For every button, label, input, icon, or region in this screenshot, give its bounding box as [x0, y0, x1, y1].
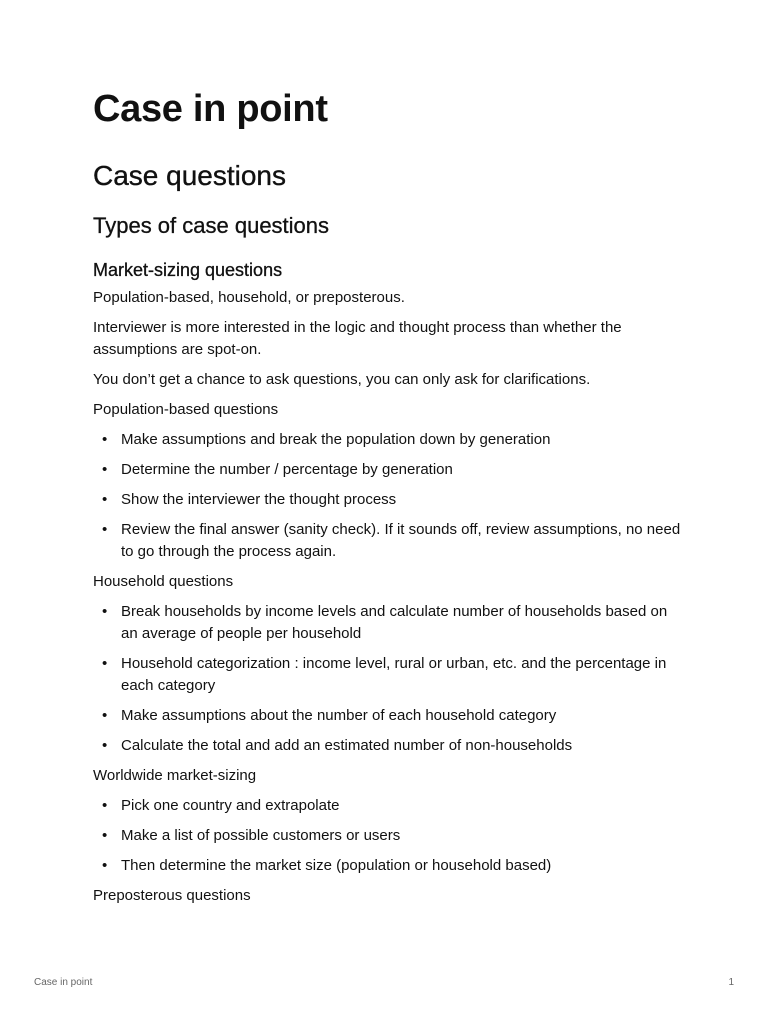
bullet-icon: • — [102, 603, 108, 620]
worldwide-market-sizing-label: Worldwide market-sizing — [93, 767, 257, 784]
list-item-text: Break households by income levels and calculate number of households based on an average of people per household — [121, 603, 668, 642]
list-item — [93, 855, 683, 877]
list-item — [93, 489, 683, 511]
household-questions-label: Household questions — [93, 573, 234, 590]
bullet-icon: • — [102, 461, 108, 478]
intro-paragraph: Interviewer is more interested in the logic and thought process than whether the assumptions are spot-on. — [93, 319, 622, 358]
list-item — [93, 519, 683, 563]
topic-heading: Market-sizing questions — [93, 260, 283, 280]
bullet-icon: • — [102, 521, 108, 538]
intro-paragraph: Population-based, household, or preposterous. — [93, 289, 405, 306]
footer-document-title: Case in point — [34, 977, 93, 988]
list-item — [93, 601, 683, 645]
list-item-text: Determine the number / percentage by generation — [121, 461, 453, 478]
list-item-text: Make a list of possible customers or users — [121, 827, 401, 844]
list-item — [93, 653, 683, 697]
list-item-text: Make assumptions about the number of each household category — [121, 707, 557, 724]
list-item — [93, 825, 683, 847]
list-item-text: Make assumptions and break the population down by generation — [121, 431, 551, 448]
population-questions-label: Population-based questions — [93, 401, 279, 418]
bullet-icon: • — [102, 857, 108, 874]
list-item-text: Then determine the market size (population or household based) — [121, 857, 552, 874]
bullet-icon: • — [102, 827, 108, 844]
worldwide-market-sizing-list — [93, 795, 683, 877]
household-questions-list — [93, 601, 683, 757]
list-item — [93, 459, 683, 481]
list-item-text: Pick one country and extrapolate — [121, 797, 340, 814]
bullet-icon: • — [102, 431, 108, 448]
list-item — [93, 795, 683, 817]
bullet-icon: • — [102, 491, 108, 508]
bullet-icon: • — [102, 707, 108, 724]
preposterous-questions-label: Preposterous questions — [93, 887, 251, 904]
population-questions-list — [93, 429, 683, 563]
bullet-icon: • — [102, 797, 108, 814]
list-item-text: Calculate the total and add an estimated number of non-households — [121, 737, 573, 754]
document-title: Case in point — [93, 88, 328, 130]
intro-paragraph: You don’t get a chance to ask questions, you can only ask for clarifications. — [93, 371, 591, 388]
bullet-icon: • — [102, 655, 108, 672]
list-item — [93, 429, 683, 451]
list-item-text: Household categorization : income level, rural or urban, etc. and the percentage in each category — [121, 655, 667, 694]
list-item — [93, 705, 683, 727]
page-number: 1 — [728, 977, 734, 988]
list-item-text: Review the final answer (sanity check). If it sounds off, review assumptions, no need to go through the process again. — [121, 521, 681, 560]
list-item — [93, 735, 683, 757]
section-heading: Case questions — [93, 160, 287, 191]
list-item-text: Show the interviewer the thought process — [121, 491, 397, 508]
bullet-icon: • — [102, 737, 108, 754]
subsection-heading: Types of case questions — [93, 213, 330, 238]
document-body — [93, 287, 683, 915]
